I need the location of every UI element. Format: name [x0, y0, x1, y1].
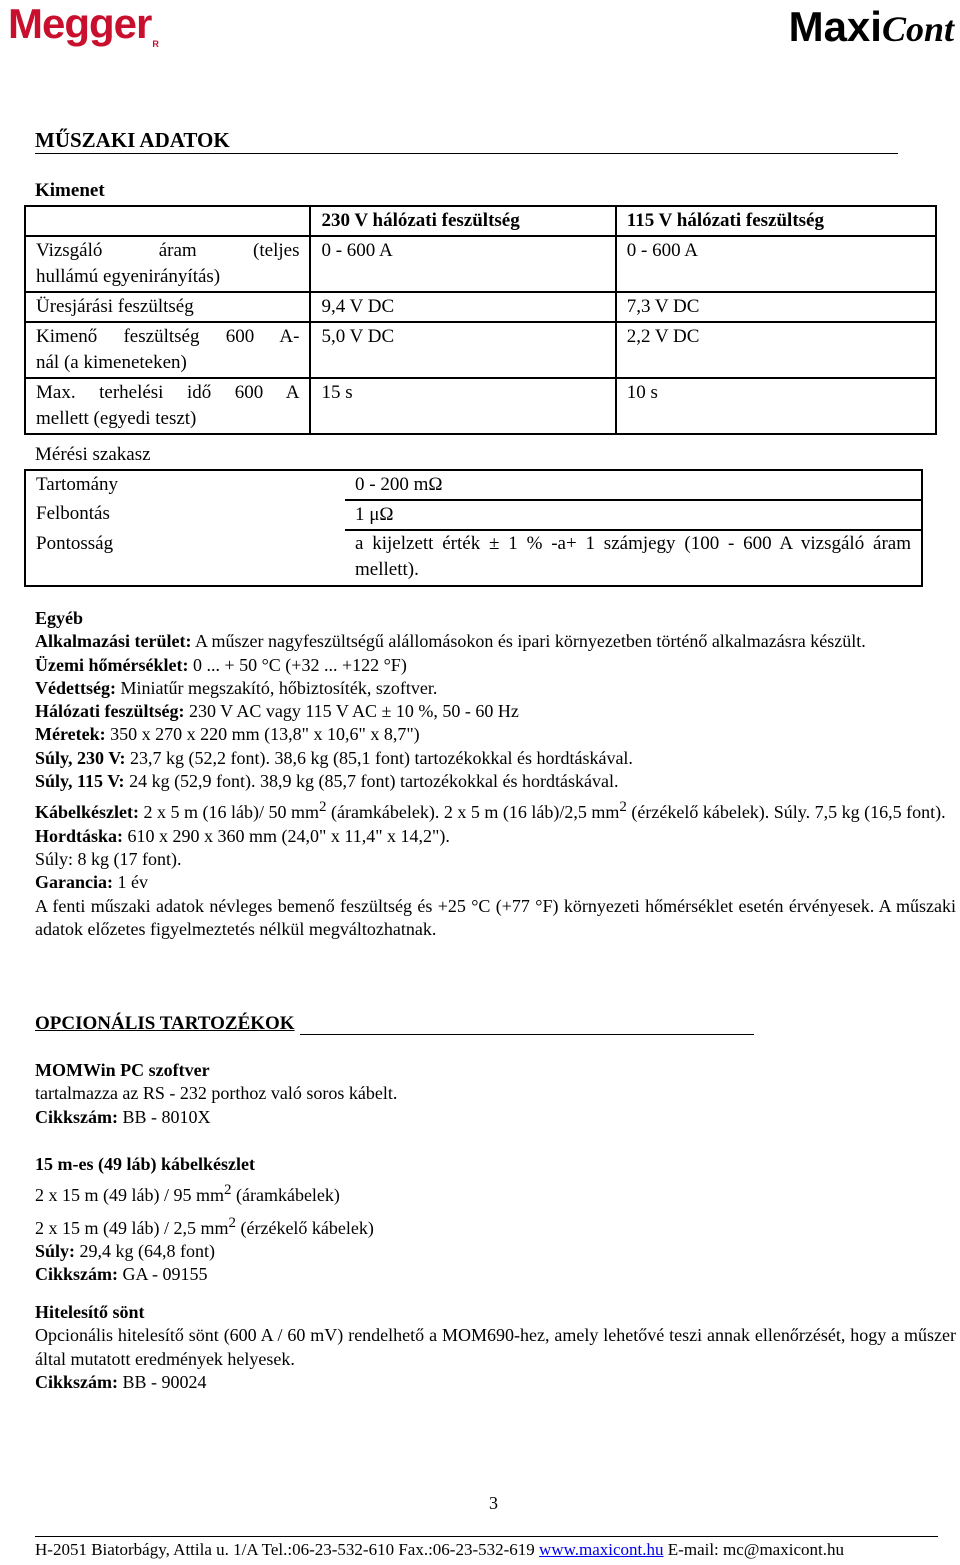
header-empty-cell: [25, 206, 310, 236]
momwin-heading: MOMWin PC szoftver: [35, 1060, 210, 1080]
meresi-label: Tartomány: [36, 474, 119, 495]
meresi-value: 1 μΩ: [345, 500, 922, 530]
kabel15-line: [35, 1179, 956, 1207]
opc-title-underline: [300, 1034, 754, 1035]
spec-line: [35, 825, 956, 848]
meresi-heading: Mérési szakasz: [35, 444, 151, 465]
opc-title: OPCIONÁLIS TARTOZÉKOK: [35, 1013, 295, 1034]
egyeb-section: [35, 607, 956, 941]
spec-line: [35, 770, 956, 793]
spec-value: 230 V AC vagy 115 V AC ± 10 %, 50 - 60 Hz: [184, 701, 519, 722]
spec-label: Üzemi hőmérséklet:: [35, 654, 189, 675]
header-115v: 115 V hálózati feszültség: [616, 206, 936, 236]
footer-email: E-mail: mc@maxicont.hu: [663, 1540, 844, 1559]
row-label-line2: mellett (egyedi teszt): [36, 408, 197, 429]
row-label-line2: hullámú egyenirányítás): [36, 266, 221, 287]
spec-line: [35, 871, 956, 894]
egyeb-heading: Egyéb: [35, 608, 84, 628]
table-row: [25, 322, 936, 378]
value-230v: 15 s: [310, 378, 615, 434]
spec-line: [35, 677, 956, 700]
kabel15-suly: [35, 1240, 956, 1263]
spec-label: Hordtáska:: [35, 825, 124, 846]
spec-value: BB - 90024: [118, 1371, 207, 1392]
megger-logo: [8, 0, 158, 49]
spec-label: Kábelkészlet:: [35, 802, 139, 823]
row-label-line1: Kimenő feszültség 600 A-: [36, 326, 300, 347]
table-row: [25, 378, 936, 434]
row-label-line1: Max. terhelési idő 600 A: [36, 382, 300, 403]
spec-label: Garancia:: [35, 872, 113, 893]
spec-label: Hálózati feszültség:: [35, 701, 185, 722]
spec-value: 610 x 290 x 360 mm (24,0" x 11,4" x 14,2").: [123, 825, 450, 846]
spec-value: GA - 09155: [118, 1264, 208, 1285]
spec-value: Miniatűr megszakító, hőbiztosíték, szoftver.: [115, 677, 438, 698]
spec-label: Súly, 115 V:: [35, 771, 125, 792]
maxicont-logo-cont: Cont: [881, 9, 954, 49]
spec-label: Cikkszám:: [35, 1264, 119, 1285]
value-115v: 7,3 V DC: [616, 292, 936, 322]
spec-value: A műszer nagyfeszültségű alállomásokon és ipari környezetben történő alkalmazásra készült.: [191, 631, 866, 652]
row-label: Üresjárási feszültség: [25, 292, 310, 322]
row-label-line2: nál (a kimeneteken): [36, 352, 187, 373]
kabel15-block: [35, 1153, 956, 1286]
maxicont-logo-maxi: Maxi: [788, 3, 882, 50]
megger-logo-text: Megger: [8, 0, 152, 47]
footer: [35, 1540, 844, 1560]
table-row: [25, 530, 922, 586]
footer-address: H-2051 Biatorbágy, Attila u. 1/A Tel.:06-23-532-610 Fax.:06-23-532-619: [35, 1540, 540, 1559]
momwin-block: [35, 1059, 956, 1129]
spec-line: [35, 723, 956, 746]
hit-heading: Hitelesítő sönt: [35, 1302, 145, 1322]
spec-value: 29,4 kg (64,8 font): [75, 1240, 216, 1261]
value-115v: 2,2 V DC: [616, 322, 936, 378]
table-row: [25, 236, 936, 292]
meresi-table: [24, 469, 923, 587]
superscript: 2: [318, 799, 327, 816]
spec-label: Védettség:: [35, 677, 116, 698]
spec-label: Méretek:: [35, 724, 106, 745]
header-230v: 230 V hálózati feszültség: [310, 206, 615, 236]
spec-label: Súly:: [35, 1240, 76, 1261]
spec-label: Súly, 230 V:: [35, 747, 126, 768]
spec-value: 350 x 270 x 220 mm (13,8" x 10,6" x 8,7"): [105, 724, 420, 745]
spec-value: (érzékelő kábelek). Súly. 7,5 kg (16,5 font).: [626, 802, 946, 823]
spec-value: 2 x 5 m (16 láb)/ 50 mm: [138, 802, 319, 823]
superscript: 2: [619, 799, 627, 816]
meresi-label: Pontosság: [36, 533, 114, 554]
spec-value: (áramkábelek). 2 x 5 m (16 láb)/2,5 mm: [326, 802, 620, 823]
spec-value: 1 év: [113, 872, 148, 893]
spec-line: [35, 796, 956, 824]
hit-text: Opcionális hitelesítő sönt (600 A / 60 mV) rendelhető a MOM690-hez, amely lehetővé teszi annak ellenőrzését, hogy a műszer által mutatott eredmények helyesek.: [35, 1325, 956, 1369]
superscript: 2: [223, 1182, 232, 1199]
hit-cikk: [35, 1371, 956, 1394]
table-row: [25, 292, 936, 322]
value-230v: 9,4 V DC: [310, 292, 615, 322]
spec-line: [35, 654, 956, 677]
maxicont-logo: [789, 4, 954, 52]
spec-label: Alkalmazási terület:: [35, 631, 192, 652]
hitelesito-block: [35, 1301, 956, 1394]
row-label-line1: Vizsgáló áram (teljes: [36, 240, 300, 261]
spec-note: A fenti műszaki adatok névleges bemenő feszültség és +25 °C (+77 °F) környezeti hőmérséklet esetén érvényesek. A műszaki adatok előzetes figyelmeztetés nélkül megváltozhatnak.: [35, 895, 956, 939]
table-header-row: [25, 206, 936, 236]
meresi-label: Felbontás: [36, 503, 110, 524]
kimenet-heading: Kimenet: [35, 180, 105, 201]
meresi-value: 0 - 200 mΩ: [345, 470, 922, 500]
spec-line: [35, 747, 956, 770]
spec-value: (érzékelő kábelek): [235, 1217, 374, 1238]
spec-line: Súly: 8 kg (17 font).: [35, 848, 182, 869]
title-underline: [35, 153, 898, 154]
row-label: [25, 378, 310, 434]
footer-web-link[interactable]: www.maxicont.hu: [539, 1540, 664, 1559]
value-115v: 0 - 600 A: [616, 236, 936, 292]
value-230v: 5,0 V DC: [310, 322, 615, 378]
footer-divider: [35, 1536, 938, 1537]
spec-value: 2 x 15 m (49 láb) / 95 mm: [35, 1185, 224, 1206]
registered-mark: R: [152, 39, 158, 49]
kabel15-cikk: [35, 1263, 956, 1286]
kabel15-line: [35, 1212, 956, 1240]
row-label: [25, 236, 310, 292]
momwin-cikk: [35, 1106, 956, 1129]
page-title: MŰSZAKI ADATOK: [35, 128, 230, 152]
table-row: [25, 500, 922, 530]
value-115v: 10 s: [616, 378, 936, 434]
spec-value: 0 ... + 50 °C (+32 ... +122 °F): [188, 654, 407, 675]
spec-value: (áramkábelek): [231, 1185, 340, 1206]
table-row: [25, 470, 922, 500]
spec-value: BB - 8010X: [118, 1106, 211, 1127]
spec-label: Cikkszám:: [35, 1371, 119, 1392]
spec-line: [35, 630, 956, 653]
row-label: [25, 322, 310, 378]
kabel15-heading: 15 m-es (49 láb) kábelkészlet: [35, 1154, 255, 1174]
spec-value: 23,7 kg (52,2 font). 38,6 kg (85,1 font) tartozékokkal és hordtáskával.: [125, 747, 633, 768]
meresi-value: a kijelzett érték ± 1 % -a+ 1 számjegy (100 - 600 A vizsgáló áram mellett).: [355, 533, 911, 580]
value-230v: 0 - 600 A: [310, 236, 615, 292]
spec-value: 2 x 15 m (49 láb) / 2,5 mm: [35, 1217, 229, 1238]
superscript: 2: [228, 1214, 236, 1231]
spec-value: 24 kg (52,9 font). 38,9 kg (85,7 font) tartozékokkal és hordtáskával.: [124, 771, 619, 792]
momwin-text: tartalmazza az RS - 232 porthoz való soros kábelt.: [35, 1083, 398, 1104]
spec-label: Cikkszám:: [35, 1106, 119, 1127]
spec-line: [35, 700, 956, 723]
page-number: 3: [489, 1493, 498, 1513]
kimenet-table: [24, 205, 937, 435]
